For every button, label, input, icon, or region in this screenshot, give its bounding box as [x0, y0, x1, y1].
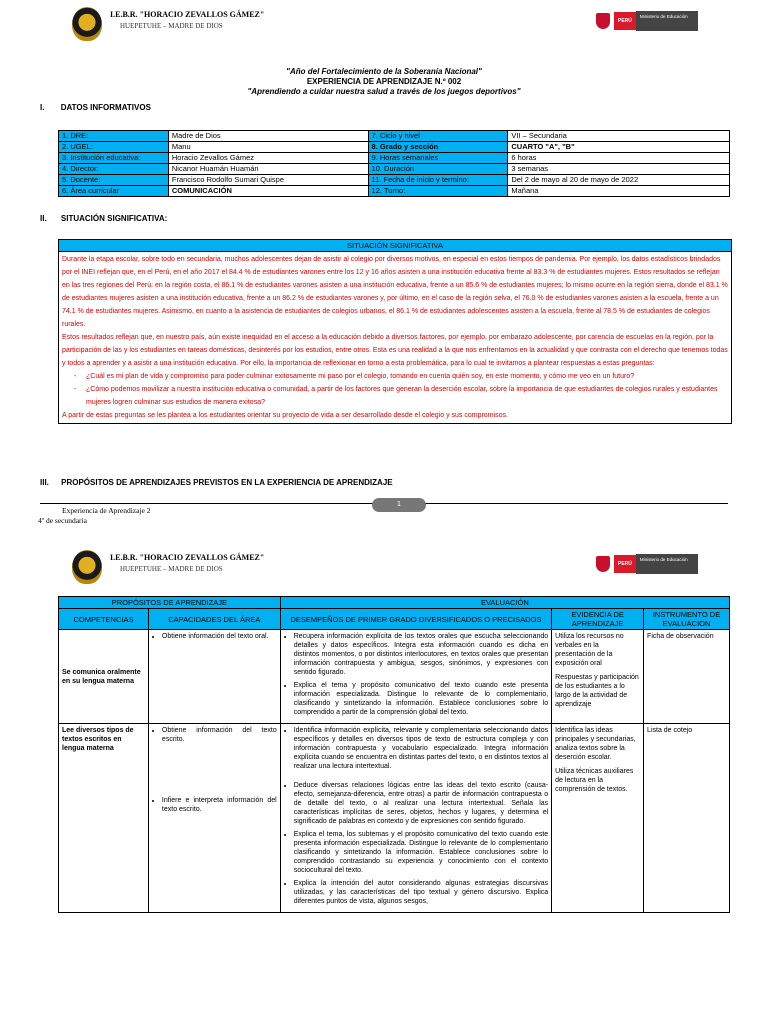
section-datos: I. DATOS INFORMATIVOS — [40, 103, 151, 112]
school-crest-icon — [72, 550, 102, 584]
situacion-box — [58, 239, 732, 424]
page-number: 1 — [372, 498, 426, 512]
footer-line2: 4º de secundaria — [38, 516, 87, 525]
header-propositos: PROPÓSITOS DE APRENDIZAJE — [59, 597, 281, 609]
title-block — [0, 67, 768, 97]
propositos-table — [58, 596, 730, 913]
capacidades-cell: • Obtiene información del texto oral. — [148, 630, 280, 724]
section-situacion: II. SITUACIÓN SIGNIFICATIVA: — [40, 214, 168, 223]
competencia-lectura: Lee diversos tipos de textos escritos en lengua materna — [59, 724, 149, 913]
header-competencias: COMPETENCIAS — [59, 609, 149, 630]
ministry-logo: PERÚ Ministerio de Educación — [596, 8, 706, 34]
page-header — [60, 5, 720, 45]
paragraph: A partir de estas preguntas se les plantea a los estudiantes orientar su proyecto de vida a ser desarrollado desde el colegio y sus compromisos. — [62, 412, 508, 419]
header-desempenos: DESEMPEÑOS DE PRIMER GRADO DIVERSIFICADOS O PRECISADOS — [280, 609, 551, 630]
table-row — [59, 724, 730, 913]
table-row: 1. DRE: Madre de Dios 7. Ciclo y nivel VII – Secundaria — [59, 131, 730, 142]
experience-subtitle: "Aprendiendo a cuidar nuestra salud a través de los juegos deportivos" — [247, 87, 521, 96]
desempenos-cell: • Recupera información explícita de los textos orales que escucha seleccionando detalles y datos específicos. Integra esta información cuando es dicha en distintos momentos, o por distintos interlocutores, en textos orales que presentan información contrapuesta y ambigua, sesgos, sinónimos, y expresiones con sentido figurado. • Explica el tema y propósito comunicativo del texto cuando este presenta información especializada. Distingue lo relevante de lo complementario, clasificando y sintetizando la información. Establece conclusiones sobre lo comprendido a partir de la comprensión global del texto. — [280, 630, 551, 724]
situacion-heading: SITUACIÓN SIGNIFICATIVA — [59, 240, 731, 252]
evidencia-cell: Utiliza los recursos no verbales en la presentación de la exposición oral Respuestas y participación de los estudiantes a lo largo de la actividad de aprendizaje — [552, 630, 644, 724]
question-item: - ¿Cuál es mi plan de vida y compromiso para poder culminar exitosamente mi paso por el colegio, tomando en cuenta quién soy, en este momento, y cómo me veo en un futuro? — [62, 370, 728, 383]
paragraph: Durante la etapa escolar, sobre todo en secundaria, muchos adolescentes dejan de asistir al colegio por diversos motivos, en especial en estos tiempos de pandemia. Por ejemplo, los datos estadísticos brindados por el INEI reflejan que, en el Perú, en el año 2017 el 84.4 % de estudiantes varones entre los 12 y 16 años asisten a una institución educativa frente al 83.3 % de estudiantes mujeres. Estos resultados se reflejan en las tres regiones del Perú: en la región costa, el 86.1 % de estudiantes varones asisten a una institución educativa, frente a un 85.6 % de estudiantes mujeres; lo mismo ocurre en la región sierra, donde el 83.1 % de estudiantes mujeres asisten a una institución educativa, frente a un 86.2 % de estudiantes varones y, por último, en el caso de la región selva, el 76.0 % de estudiantes varones asisten a la escuela, frente a un 74.1 % de estudiantes mujeres. Asimismo, en cuanto a la asistencia de estudiantes de colegios urbanos, el 86.1 % de estudiantes adolescentes asisten a la escuela, frente al 78.5 % de estudiantes de colegios rurales. — [62, 256, 728, 328]
ministry-logo: PERÚ Ministerio de Educación — [596, 551, 706, 577]
peru-shield-icon — [596, 556, 610, 572]
table-row: 5. Docente: Francisco Rodolfo Sumari Quispe 11. Fecha de inicio y termino: Del 2 de mayo al 20 de mayo de 2022 — [59, 175, 730, 186]
table-row: 6. Área curricular COMUNICACIÓN 12. Turno: Mañana — [59, 186, 730, 197]
header-evidencia: EVIDENCIA DE APRENDIZAJE — [552, 609, 644, 630]
situacion-body — [59, 252, 731, 423]
info-table — [58, 130, 730, 197]
table-row: 4. Director: Nicanor Huamán Huamán 10. Duración 3 semanas — [59, 164, 730, 175]
school-location: HUEPETUHE – MADRE DE DIOS — [120, 22, 223, 30]
desempenos-cell: • Identifica información explícita, relevante y complementaria seleccionando datos específicos y detalles en diversos tipos de texto de estructura compleja y con información contrapuesta y vocabulario especializado. Integra información explícita cuando se encuentra en distintas partes del texto, o en distintos textos al realizar una lectura intertextual. • Deduce diversas relaciones lógicas entre las ideas del texto escrito (causa-efecto, semejanza-diferencia, entre otras) a partir de información contrapuesta o de detalle del texto, o al realizar una lectura intertextual. Señala las características implícitas de seres, objetos, hechos y lugares, y determina el significado de palabras en contexto y de expresiones con sentido figurado. • Explica el tema, los subtemas y el propósito comunicativo del texto cuando este presenta información especializada. Distingue lo relevante de lo complementario clasificando y sintetizando la información. Establece conclusiones sobre lo comprendido contrastando su experiencia y conocimiento con el contexto sociocultural del texto. • Explica la intención del autor considerando algunas estrategias discursivas utilizadas, y las características del tipo textual y género discursivo. Explica diferentes puntos de vista, algunos sesgos, — [280, 724, 551, 913]
competencia-oral: Se comunica oralmente en su lengua materna — [59, 630, 149, 724]
question-item: - ¿Cómo podemos movilizar a nuestra institución educativa o comunidad, a partir de los factores que generan la deserción escolar, sobre la importancia de que estudiantes de colegios rurales y estudiantes mujeres logren culminar sus estudios de manera exitosa? — [62, 383, 728, 409]
school-name: I.E.B.R. "HORACIO ZEVALLOS GÁMEZ" — [110, 10, 265, 19]
header-evaluacion: EVALUACIÓN — [280, 597, 729, 609]
footer-line1: Experiencia de Aprendizaje 2 — [62, 506, 151, 515]
experience-title: EXPERIENCIA DE APRENDIZAJE N.º 002 — [306, 77, 462, 86]
table-row: 2. UGEL: Manu 8. Grado y sección CUARTO "A", "B" — [59, 142, 730, 153]
year-name: "Año del Fortalecimiento de la Soberanía Nacional" — [286, 67, 482, 76]
page-header — [60, 548, 720, 588]
capacidades-cell: • Obtiene información del texto escrito. • Infiere e interpreta información del texto escrito. — [148, 724, 280, 913]
table-row: 3. Institución educativa: Horacio Zevallos Gámez 9. Horas semanales 6 horas — [59, 153, 730, 164]
paragraph: Estos resultados reflejan que, en nuestro país, aún existe inequidad en el acceso a la educación debido a diversos factores, por ejemplo, por embarazo adolescente, por carencia de escuelas en la región, por la participación de las y los estudiantes en tareas domésticas, desinterés por los estudios, entre otros. Esta es una realidad a la que nos enfrentamos en la actualidad y que contrasta con el derecho que tenemos todas y todos a aprender y a asistir a una institución educativa. Por ello, la importancia de reflexionar en torno a esta problemática, para lo cual te invitamos a plantear respuestas a estas preguntas: — [62, 334, 728, 367]
school-location: HUEPETUHE – MADRE DE DIOS — [120, 565, 223, 573]
section-propositos: III. PROPÓSITOS DE APRENDIZAJES PREVISTOS EN LA EXPERIENCIA DE APRENDIZAJE — [40, 478, 393, 487]
instrumento-cell: Ficha de observación — [644, 630, 730, 724]
evidencia-cell: Identifica las ideas principales y secundarias, analiza textos sobre la deserción escolar. Utiliza técnicas auxiliares de lectura en la comprensión de textos. — [552, 724, 644, 913]
table-row — [59, 630, 730, 724]
header-capacidades: CAPACIDADES DEL ÁREA — [148, 609, 280, 630]
peru-shield-icon — [596, 13, 610, 29]
instrumento-cell: Lista de cotejo — [644, 724, 730, 913]
school-name: I.E.B.R. "HORACIO ZEVALLOS GÁMEZ" — [110, 553, 265, 562]
school-crest-icon — [72, 7, 102, 41]
header-instrumento: INSTRUMENTO DE EVALUACION — [644, 609, 730, 630]
